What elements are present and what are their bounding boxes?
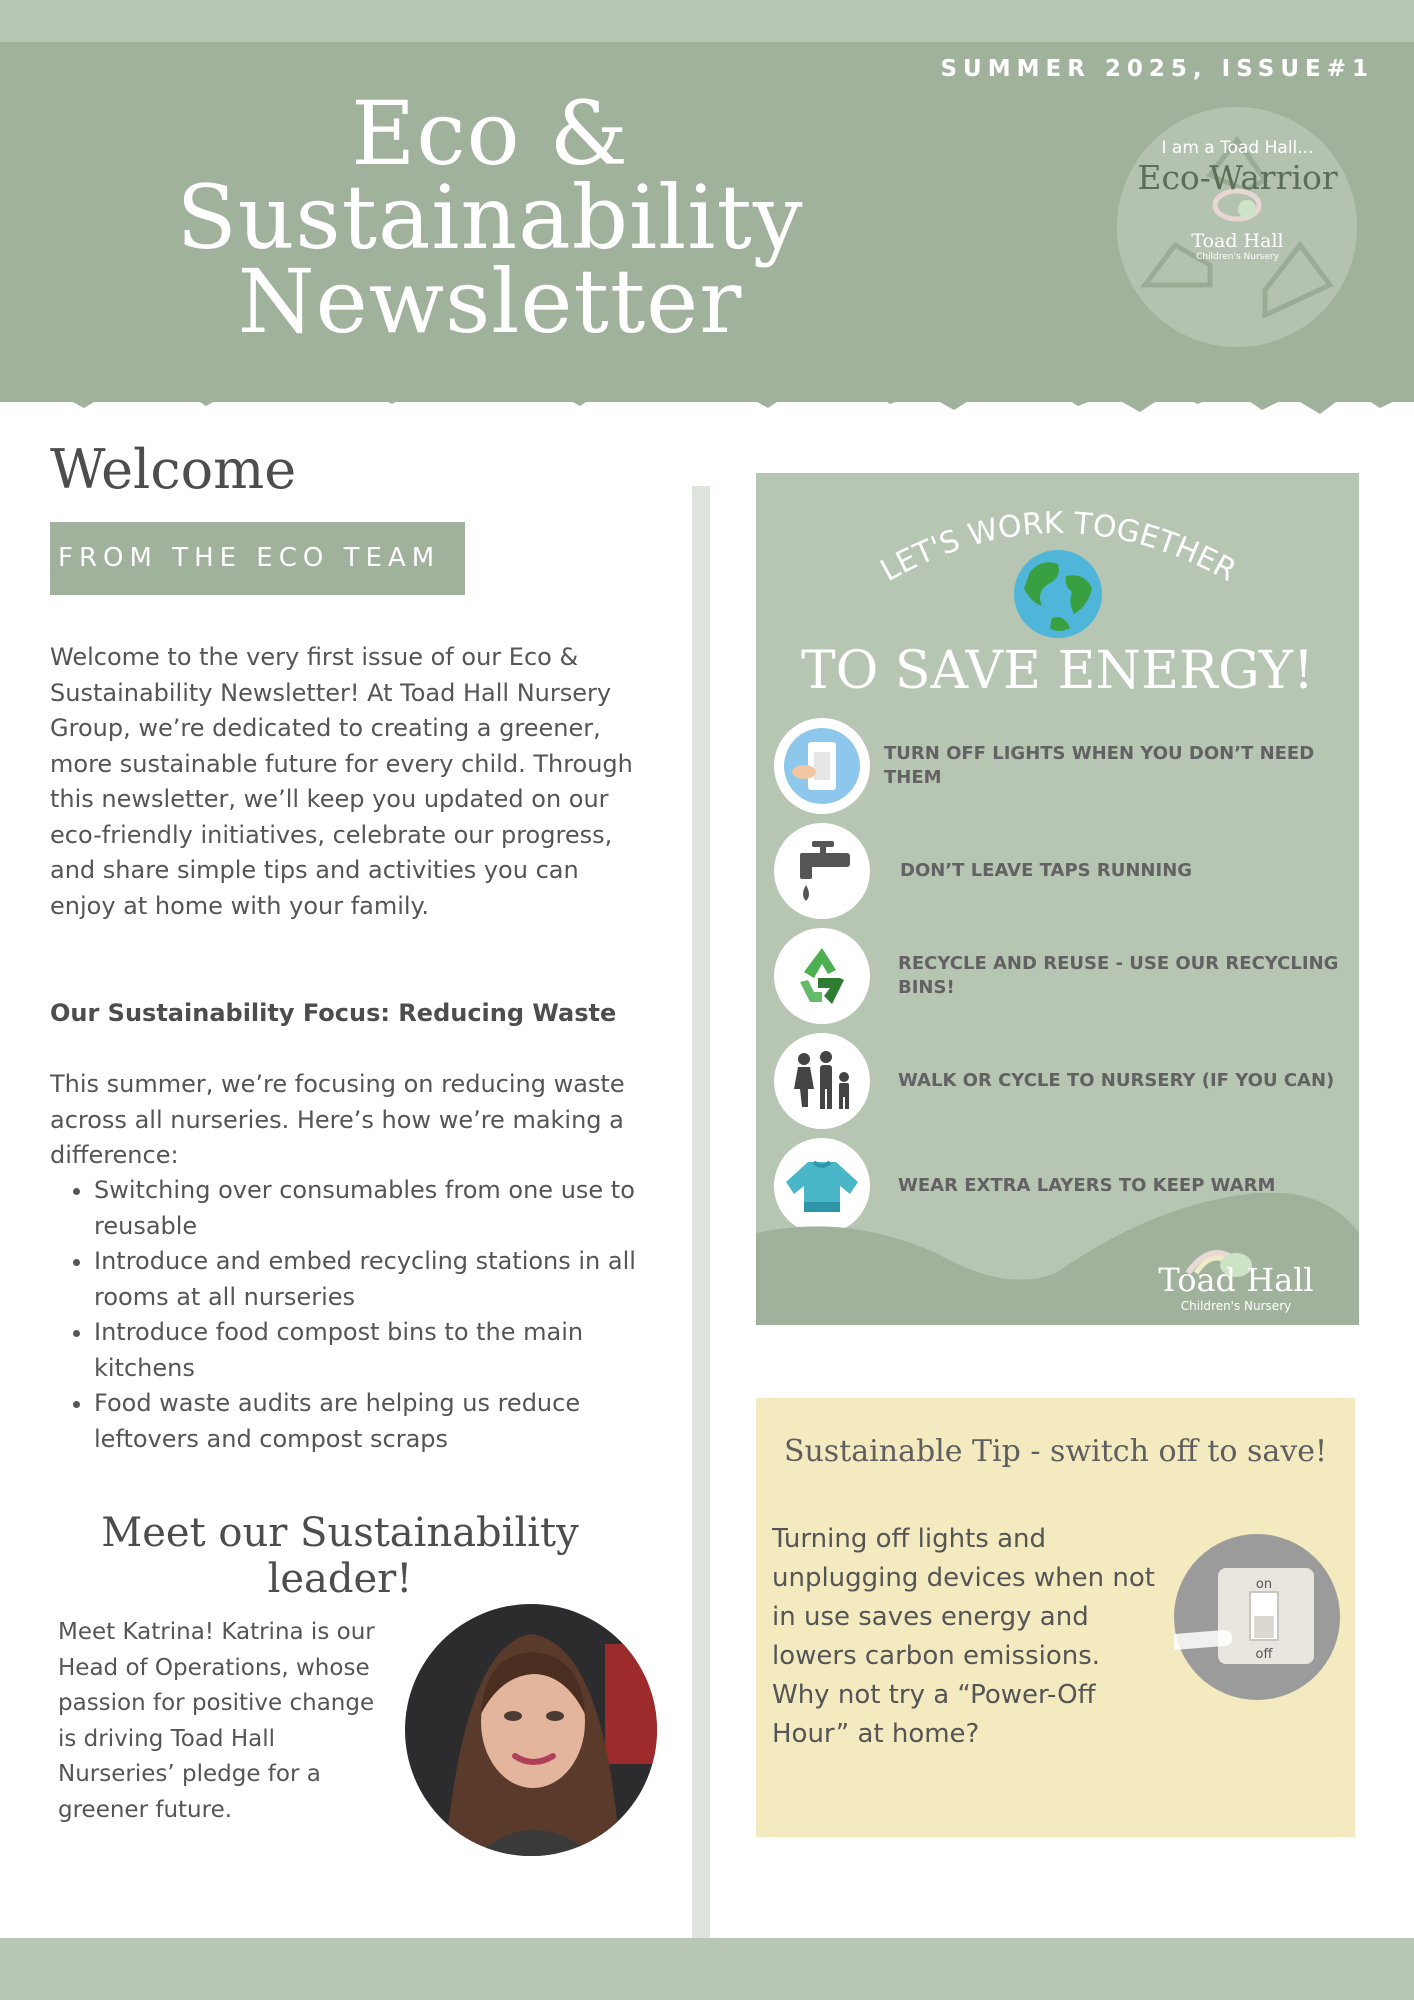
poster-tip [774,1033,1354,1129]
tip-text: TURN OFF LIGHTS WHEN YOU DON’T NEED THEM [884,743,1315,788]
column-divider [692,486,710,1940]
tip-text: WEAR EXTRA LAYERS TO KEEP WARM [898,1175,1276,1196]
badge-logo-sub: Children's Nursery [1196,252,1279,262]
badge-line-1: I am a Toad Hall... [1161,138,1314,158]
poster-headline: TO SAVE ENERGY! [801,641,1314,701]
svg-text:on: on [1255,1577,1273,1592]
tip-text: DON’T LEAVE TAPS RUNNING [900,860,1193,881]
title-line-1: Eco & Sustainability [176,82,804,269]
welcome-heading: Welcome [50,438,297,501]
poster-logo-name: Toad Hall [1158,1261,1314,1299]
tap-icon [774,823,870,919]
tip-text: RECYCLE AND REUSE - USE OUR RECYCLING BINS! [898,953,1339,998]
tip-box-body: Turning off lights and unplugging devices when not in use saves energy and lowers carbon emissions. Why not try a “Power-Off Hour” at home? [772,1524,1155,1749]
recycle-icon [774,928,870,1024]
sustainable-tip-box [756,1398,1355,1837]
top-strip [0,0,1414,42]
light-switch-icon [774,718,870,814]
list-item: • Introduce food compost bins to the main kitchens [94,1315,684,1386]
eco-team-banner: FROM THE ECO TEAM [50,522,465,595]
poster-logo-sub: Children's Nursery [1180,1299,1292,1313]
leader-photo [405,1604,657,1856]
issue-label: SUMMER 2025, ISSUE#1 [940,56,1374,82]
focus-intro: This summer, we’re focusing on reducing waste across all nurseries. Here’s how we’re making a difference: [50,1070,625,1169]
focus-bullets [50,1173,684,1457]
poster-tip [774,718,1354,814]
badge-logo-name: Toad Hall [1191,230,1284,252]
leader-text: Meet Katrina! Katrina is our Head of Operations, whose passion for positive change is driving Toad Hall Nurseries’ pledge for a greener future. [58,1619,375,1823]
list-item: • Switching over consumables from one use to reusable [94,1173,684,1244]
badge-line-2: Eco-Warrior [1137,158,1338,197]
svg-text:LET'S WORK TOGETHER: LET'S WORK TOGETHER [874,505,1242,589]
leader-heading: Meet our Sustainability leader! [101,1510,579,1602]
focus-title: Our Sustainability Focus: Reducing Waste [50,999,617,1027]
globe-icon [1012,548,1104,640]
tip-text: WALK OR CYCLE TO NURSERY (IF YOU CAN) [898,1070,1335,1091]
title-line-2: Newsletter [237,250,743,353]
frog-icon [1238,200,1256,218]
poster-tip [774,823,1354,919]
list-item: • Introduce and embed recycling stations in all rooms at all nurseries [94,1244,684,1315]
bottom-strip [0,1938,1414,2000]
family-walking-icon [774,1033,870,1129]
light-switch-icon [1174,1534,1340,1700]
poster-tip [774,928,1354,1024]
list-item: • Food waste audits are helping us reduce leftovers and compost scraps [94,1386,684,1457]
newsletter-title [60,82,920,353]
welcome-intro: Welcome to the very first issue of our Eco & Sustainability Newsletter! At Toad Hall Nursery Group, we’re dedicated to creating a greener, more sustainable future for every child. Through this newsletter, we’ll keep you updated on our eco-friendly initiatives, celebrate our progress, and share simple tips and activities you can enjoy at home with your family. [50,643,633,920]
svg-text:off: off [1255,1647,1273,1662]
save-energy-poster [756,473,1359,1325]
tip-box-title: Sustainable Tip - switch off to save! [783,1434,1328,1469]
